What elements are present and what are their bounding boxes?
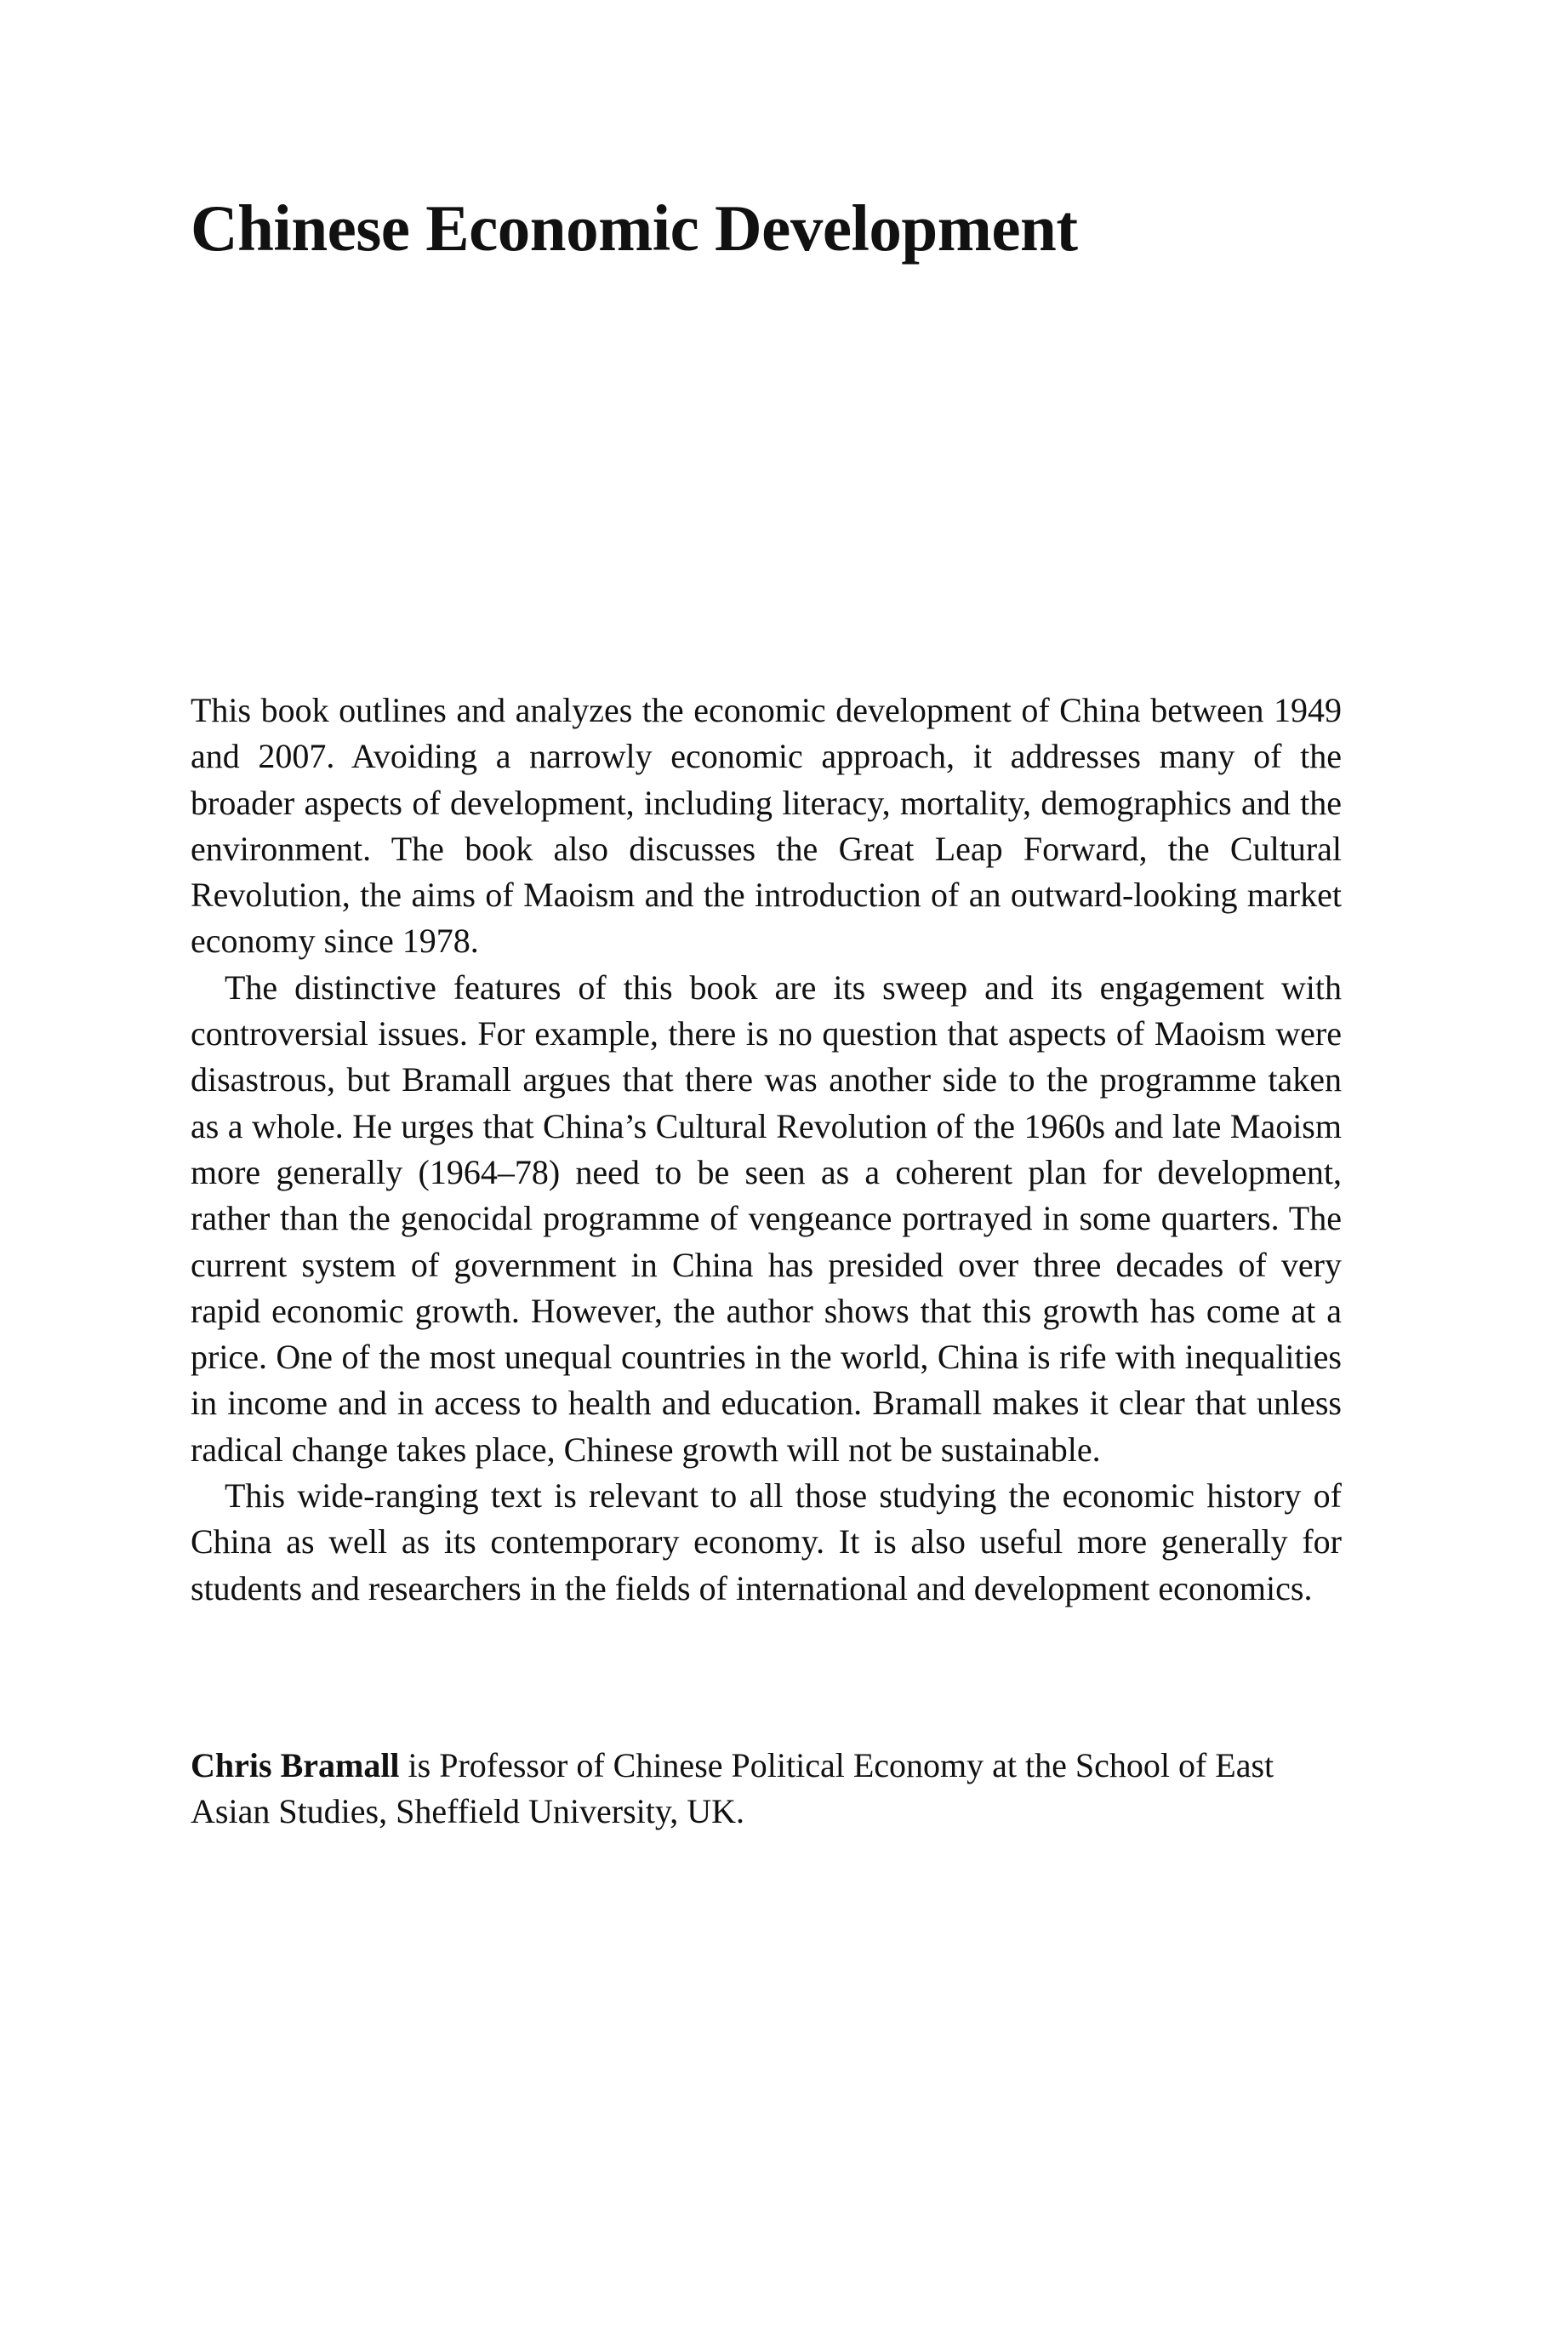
description-paragraph-3: This wide-ranging text is relevant to all those studying the economic history of China as well as its contemporary economy. It is also useful more generally for students and researchers in the fields of international and development economics. bbox=[191, 1476, 1342, 1607]
author-bio-text: is Professor of Chinese Political Economy at the School of East Asian Studies, Sheffield University, UK. bbox=[191, 1746, 1274, 1831]
book-description bbox=[191, 688, 1342, 1612]
author-name: Chris Bramall bbox=[191, 1746, 400, 1784]
description-paragraph-2: The distinctive features of this book are its sweep and its engagement with controversial issues. For example, there is no question that aspects of Maoism were disastrous, but Bramall argues that there was another side to the programme taken as a whole. He urges that China’s Cultural Revolution of the 1960s and late Maoism more generally (1964–78) need to be seen as a coherent plan for development, rather than the genocidal programme of vengeance portrayed in some quarters. The current system of government in China has presided over three decades of very rapid economic growth. However, the author shows that this growth has come at a price. One of the most unequal countries in the world, China is rife with inequalities in income and in access to health and education. Bramall makes it clear that unless radical change takes place, Chinese growth will not be sustainable. bbox=[191, 968, 1342, 1469]
book-title: Chinese Economic Development bbox=[191, 191, 1078, 265]
author-bio bbox=[191, 1743, 1342, 1835]
description-paragraph-1: This book outlines and analyzes the economic development of China between 1949 and 2007. Avoiding a narrowly economic approach, it addresses many of the broader aspects of development, including literacy, mortality, demographics and the environment. The book also discusses the Great Leap Forward, the Cultural Revolution, the aims of Maoism and the introduction of an outward-looking market economy since 1978. bbox=[191, 691, 1342, 961]
